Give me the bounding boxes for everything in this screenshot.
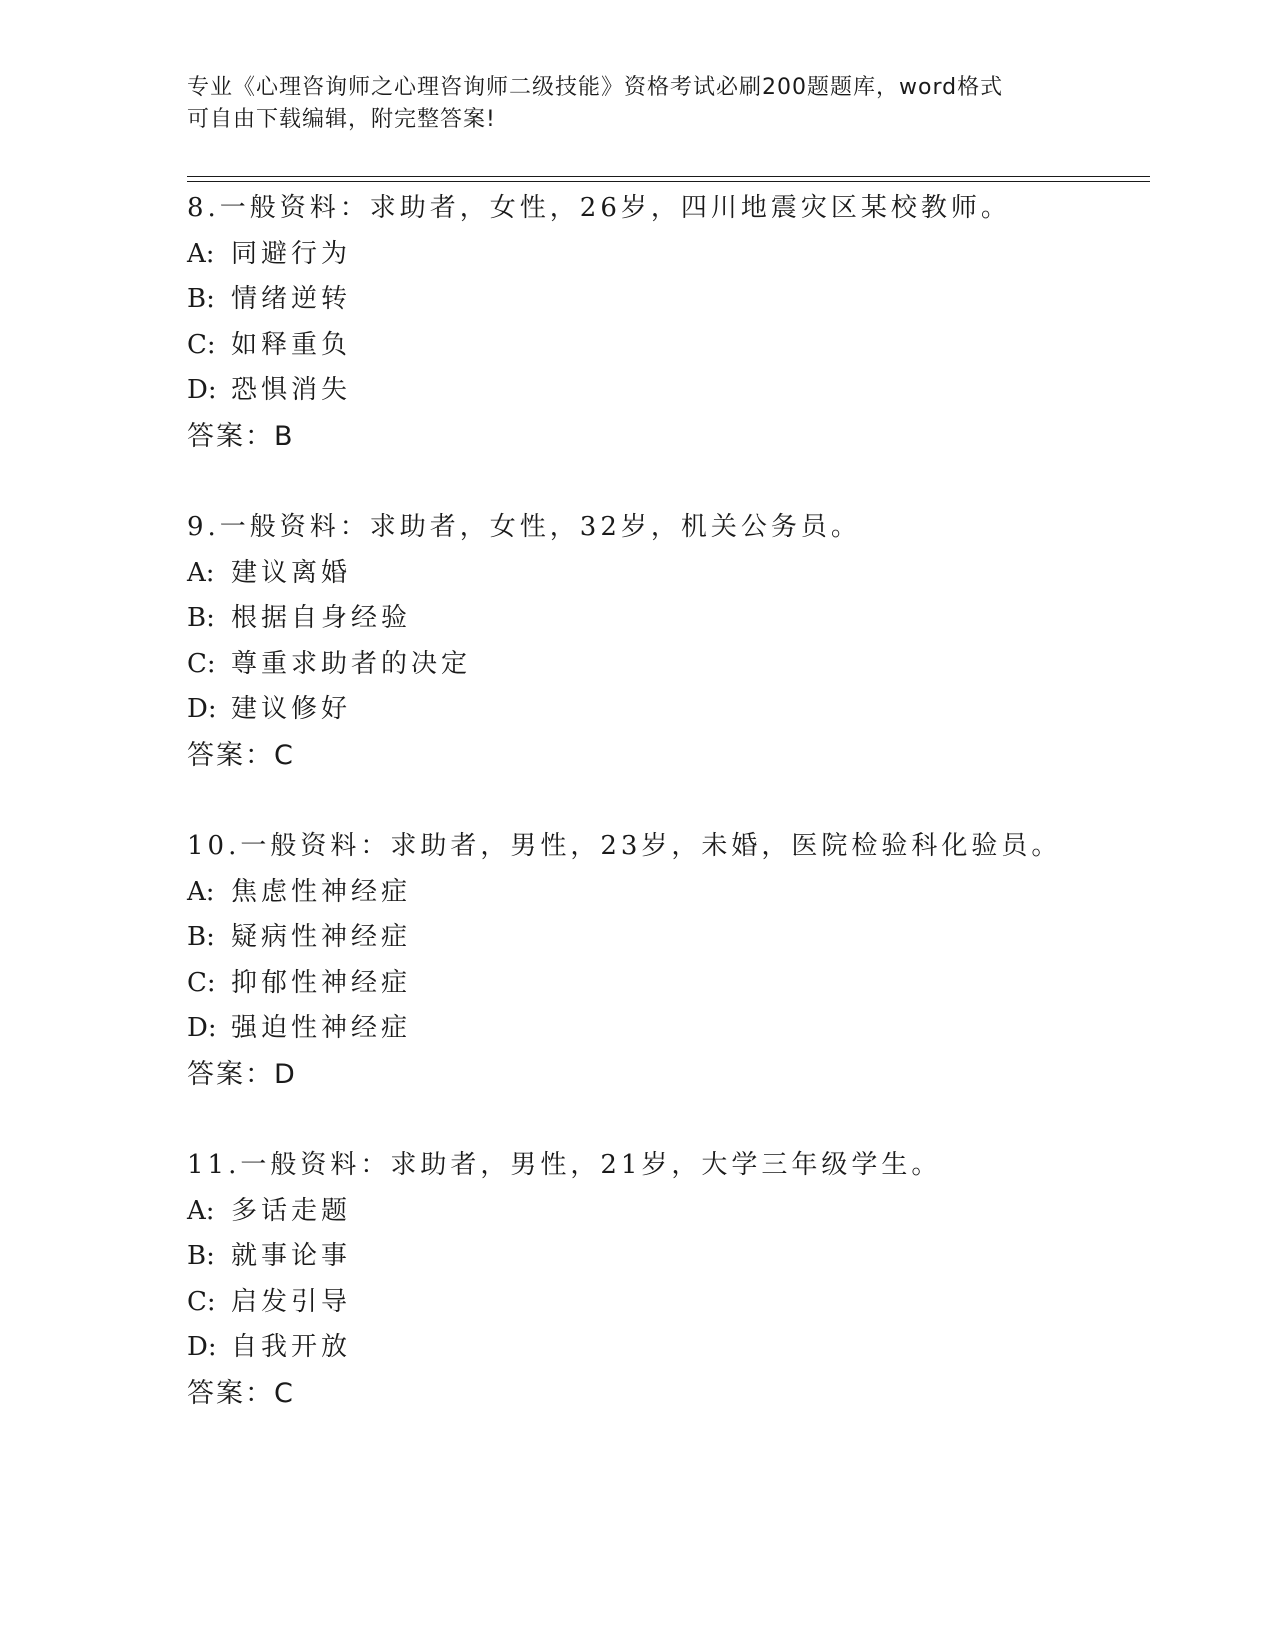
option-text: 多话走题 <box>231 1195 352 1226</box>
question-text: 10.一般资料：求助者，男性，23岁，未婚，医院检验科化验员。 <box>187 831 1062 861</box>
option-text: 建议修好 <box>231 694 352 724</box>
answer-label: 答案： <box>187 420 274 452</box>
document-header <box>187 72 1087 136</box>
question-text: 11.一般资料：求助者，男性，21岁，大学三年级学生。 <box>187 1150 942 1180</box>
option-letter: A: <box>187 557 215 588</box>
option-letter: B: <box>187 603 215 633</box>
header-line-1: 专业《心理咨询师之心理咨询师二级技能》资格考试必刷200题题库，word格式 <box>187 75 1004 100</box>
option-c <box>187 961 1147 1007</box>
option-a <box>187 1189 1147 1235</box>
option-a <box>187 551 1147 597</box>
option-letter: C: <box>187 648 216 679</box>
answer-value: D <box>274 1058 295 1090</box>
option-text: 情绪逆转 <box>231 284 352 314</box>
question-10 <box>187 824 1147 1097</box>
option-text: 根据自身经验 <box>231 603 412 633</box>
option-letter: C: <box>187 329 216 360</box>
option-letter: C: <box>187 967 216 998</box>
option-d <box>187 1006 1147 1052</box>
option-text: 尊重求助者的决定 <box>231 648 472 679</box>
option-letter: D: <box>187 1013 217 1043</box>
option-text: 建议离婚 <box>231 557 352 588</box>
option-letter: C: <box>187 1286 216 1317</box>
option-letter: D: <box>187 1332 217 1362</box>
option-letter: D: <box>187 375 217 405</box>
option-text: 焦虑性神经症 <box>231 876 412 907</box>
option-text: 抑郁性神经症 <box>231 967 412 998</box>
option-a <box>187 870 1147 916</box>
answer-line <box>187 733 1147 779</box>
option-b <box>187 277 1147 323</box>
option-letter: B: <box>187 284 215 314</box>
question-text: 9.一般资料：求助者，女性，32岁，机关公务员。 <box>187 512 861 542</box>
option-letter: D: <box>187 694 217 724</box>
answer-label: 答案： <box>187 1058 274 1090</box>
option-b <box>187 915 1147 961</box>
answer-line <box>187 1052 1147 1098</box>
option-letter: A: <box>187 876 215 907</box>
answer-line <box>187 414 1147 460</box>
option-d <box>187 687 1147 733</box>
option-d <box>187 368 1147 414</box>
question-9 <box>187 505 1147 778</box>
option-text: 疑病性神经症 <box>231 922 412 952</box>
option-text: 同避行为 <box>231 238 352 269</box>
option-b <box>187 596 1147 642</box>
answer-line <box>187 1371 1147 1417</box>
option-a <box>187 232 1147 278</box>
header-divider-bottom <box>187 181 1150 182</box>
option-c <box>187 323 1147 369</box>
option-c <box>187 642 1147 688</box>
answer-value: C <box>274 1377 293 1409</box>
answer-label: 答案： <box>187 1377 274 1409</box>
option-letter: B: <box>187 1241 215 1271</box>
question-8 <box>187 186 1147 459</box>
option-letter: A: <box>187 238 215 269</box>
option-text: 如释重负 <box>231 329 352 360</box>
option-text: 恐惧消失 <box>231 375 352 405</box>
answer-label: 答案： <box>187 739 274 771</box>
question-11 <box>187 1143 1147 1416</box>
option-d <box>187 1325 1147 1371</box>
header-line-2: 可自由下载编辑，附完整答案! <box>187 107 496 132</box>
option-letter: B: <box>187 922 215 952</box>
question-text: 8.一般资料：求助者，女性，26岁，四川地震灾区某校教师。 <box>187 193 1011 223</box>
option-c <box>187 1280 1147 1326</box>
question-list <box>187 186 1147 1462</box>
header-divider-top <box>187 176 1150 177</box>
option-text: 就事论事 <box>231 1241 352 1271</box>
option-text: 强迫性神经症 <box>231 1013 412 1043</box>
answer-value: C <box>274 739 293 771</box>
option-text: 启发引导 <box>231 1286 352 1317</box>
option-b <box>187 1234 1147 1280</box>
option-text: 自我开放 <box>231 1332 352 1362</box>
answer-value: B <box>274 420 293 452</box>
option-letter: A: <box>187 1195 215 1226</box>
